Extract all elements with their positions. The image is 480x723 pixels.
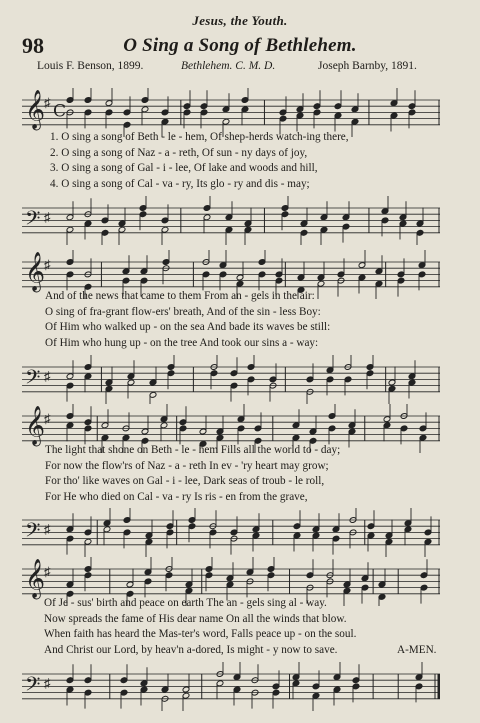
amen-label: A-MEN. [397, 643, 437, 656]
tune-credit: Bethlehem. C. M. D. [181, 60, 276, 72]
lyric-line: For He who died on Cal - va - ry Is ris - en from the grave, [45, 490, 308, 503]
bass-staff [22, 196, 440, 245]
lyric-line: The light that shone on Beth - le - hem Fills all the world to - day; [45, 444, 341, 456]
bass-clef-icon: 𝄢 [25, 518, 41, 547]
sharp-icon: ♯ [44, 368, 51, 384]
treble-staff [22, 88, 440, 137]
treble-clef-icon: 𝄞 [25, 558, 46, 599]
hymn-number: 98 [22, 33, 44, 58]
section-heading: Jesus, the Youth. [192, 13, 288, 28]
lyric-line: 2. O sing a song of Naz - a - reth, Of sun - ny days of joy, [50, 146, 308, 159]
treble-clef-icon: 𝄞 [25, 251, 46, 292]
lyric-line: Of Him who walked up - on the sea And bade its waves be still: [45, 321, 331, 333]
bass-staff [22, 508, 440, 557]
lyric-line: Of Him who hung up - on the tree And took our sins a - way: [45, 336, 319, 349]
lyric-line: When faith has heard the Mas-ter's word, Falls peace up - on the soul. [44, 628, 357, 640]
composer-credit: Joseph Barnby, 1891. [318, 60, 417, 72]
bass-clef-icon: 𝄢 [25, 672, 41, 701]
hymn-title: O Sing a Song of Bethlehem. [123, 35, 357, 56]
bass-clef-icon: 𝄢 [25, 206, 41, 235]
lyric-line: 1. O sing a song of Beth - le - hem, Of shep-herds watch-ing there, [50, 131, 349, 143]
common-time-icon: C [53, 101, 67, 122]
sharp-icon: ♯ [44, 521, 51, 537]
lyric-line: And of the news that came to them From an - gels in the air: [45, 290, 315, 302]
sharp-icon: ♯ [44, 95, 51, 111]
lyric-line: 3. O sing a song of Gal - i - lee, Of lake and woods and hill, [50, 162, 318, 174]
lyric-line: Of Je - sus' birth and peace on earth The an - gels sing al - way. [44, 597, 327, 609]
bass-staff [22, 355, 440, 404]
sharp-icon: ♯ [44, 564, 51, 580]
sharp-icon: ♯ [44, 257, 51, 273]
lyric-line: And Christ our Lord, by heav'n a-dored, Is might - y now to save. [44, 643, 338, 656]
treble-clef-icon: 𝄞 [25, 405, 46, 446]
sharp-icon: ♯ [44, 675, 51, 691]
bass-staff [22, 662, 440, 711]
lyric-line: Now spreads the fame of His dear name On all the winds that blow. [44, 612, 347, 625]
bass-clef-icon: 𝄢 [25, 365, 41, 394]
lyric-line: For now the flow'rs of Naz - a - reth In ev - 'ry heart may grow; [45, 459, 329, 472]
lyric-line: For tho' like waves on Gal - i - lee, Dark seas of troub - le roll, [45, 475, 325, 487]
lyric-line: 4. O sing a song of Cal - va - ry, Its glo - ry and dis - may; [50, 177, 310, 190]
sharp-icon: ♯ [44, 209, 51, 225]
treble-clef-icon: 𝄞 [25, 89, 46, 130]
lyric-line: O sing of fra-grant flow-ers' breath, And of the sin - less Boy: [45, 305, 321, 318]
sharp-icon: ♯ [44, 411, 51, 427]
author-credit: Louis F. Benson, 1899. [37, 60, 144, 72]
